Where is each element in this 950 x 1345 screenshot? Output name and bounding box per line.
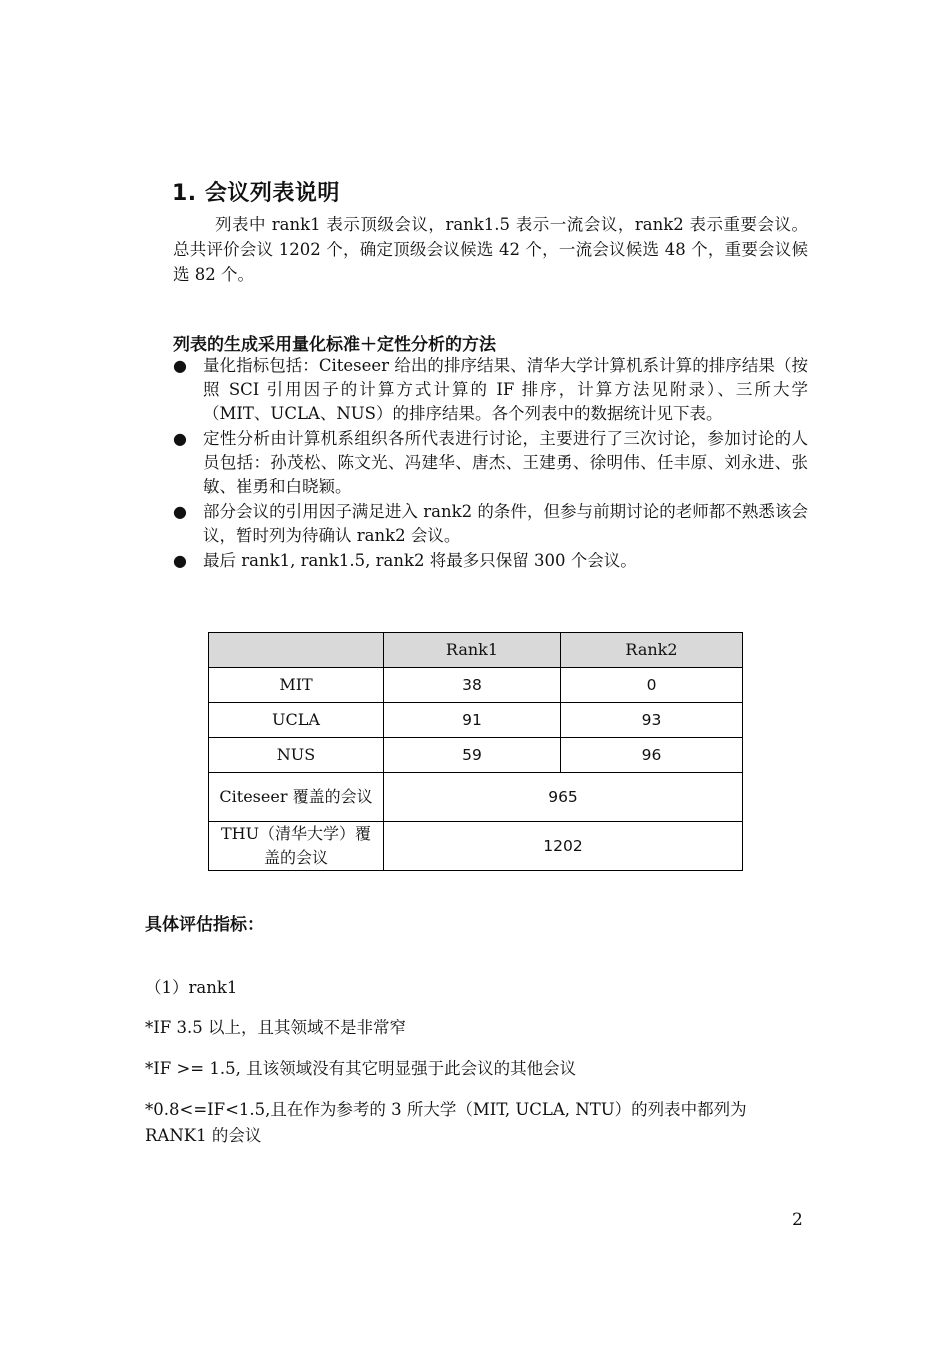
criteria-item: *IF >= 1.5, 且该领域没有其它明显强于此会议的其他会议 [145,1059,577,1078]
row-label: MIT [209,668,384,703]
criteria-item: *IF 3.5 以上，且其领域不是非常窄 [145,1018,406,1037]
bullet-dot-icon: ● [173,551,187,570]
method-heading: 列表的生成采用量化标准＋定性分析的方法 [173,335,496,355]
rank2-value: 96 [561,738,743,773]
header-cell-rank2: Rank2 [561,633,743,668]
rank1-value: 91 [384,703,561,738]
bullet-item [173,500,808,548]
header-cell-rank1: Rank1 [384,633,561,668]
rank1-value: 38 [384,668,561,703]
header-cell-empty [209,633,384,668]
stats-table [208,632,743,871]
table-header-row [209,633,743,668]
bullet-text: 部分会议的引用因子满足进入 rank2 的条件，但参与前期讨论的老师都不熟悉该会议，暂时列为待确认 rank2 会议。 [203,502,808,545]
criteria-item: *0.8<=IF<1.5,且在作为参考的 3 所大学（MIT, UCLA, NTU）的列表中都列为 RANK1 的会议 [145,1100,747,1145]
coverage-label: THU（清华大学）覆盖的会议 [209,822,384,871]
bullet-item [173,549,808,573]
row-label: UCLA [209,703,384,738]
table-row [209,668,743,703]
coverage-value: 1202 [384,822,743,871]
intro-paragraph: 列表中 rank1 表示顶级会议，rank1.5 表示一流会议，rank2 表示重要会议。总共评价会议 1202 个，确定顶级会议候选 42 个，一流会议候选 48 个，重要会议候选 82 个。 [173,215,808,284]
table-row [209,822,743,871]
rank2-value: 93 [561,703,743,738]
bullet-dot-icon: ● [173,356,187,375]
page-number: 2 [792,1210,803,1230]
bullet-text: 最后 rank1, rank1.5, rank2 将最多只保留 300 个会议。 [203,551,637,570]
rank2-value: 0 [561,668,743,703]
section-title: 1. 会议列表说明 [172,181,340,206]
method-bullet-list [173,354,808,574]
bullet-item [173,427,808,499]
bullet-item [173,354,808,426]
table-row [209,773,743,822]
criteria-heading: 具体评估指标： [145,915,264,935]
coverage-value: 965 [384,773,743,822]
criteria-item: （1）rank1 [145,978,238,997]
row-label: NUS [209,738,384,773]
bullet-text: 量化指标包括：Citeseer 给出的排序结果、清华大学计算机系计算的排序结果（按照 SCI 引用因子的计算方式计算的 IF 排序，计算方法见附录）、三所大学（MIT、UCLA、NUS）的排序结果。各个列表中的数据统计见下表。 [203,356,808,423]
bullet-dot-icon: ● [173,502,187,521]
bullet-dot-icon: ● [173,429,187,448]
rank1-value: 59 [384,738,561,773]
table-row [209,703,743,738]
bullet-text: 定性分析由计算机系组织各所代表进行讨论，主要进行了三次讨论，参加讨论的人员包括：孙茂松、陈文光、冯建华、唐杰、王建勇、徐明伟、任丰原、刘永进、张敏、崔勇和白晓颖。 [203,429,808,496]
table-row [209,738,743,773]
coverage-label: Citeseer 覆盖的会议 [209,773,384,822]
